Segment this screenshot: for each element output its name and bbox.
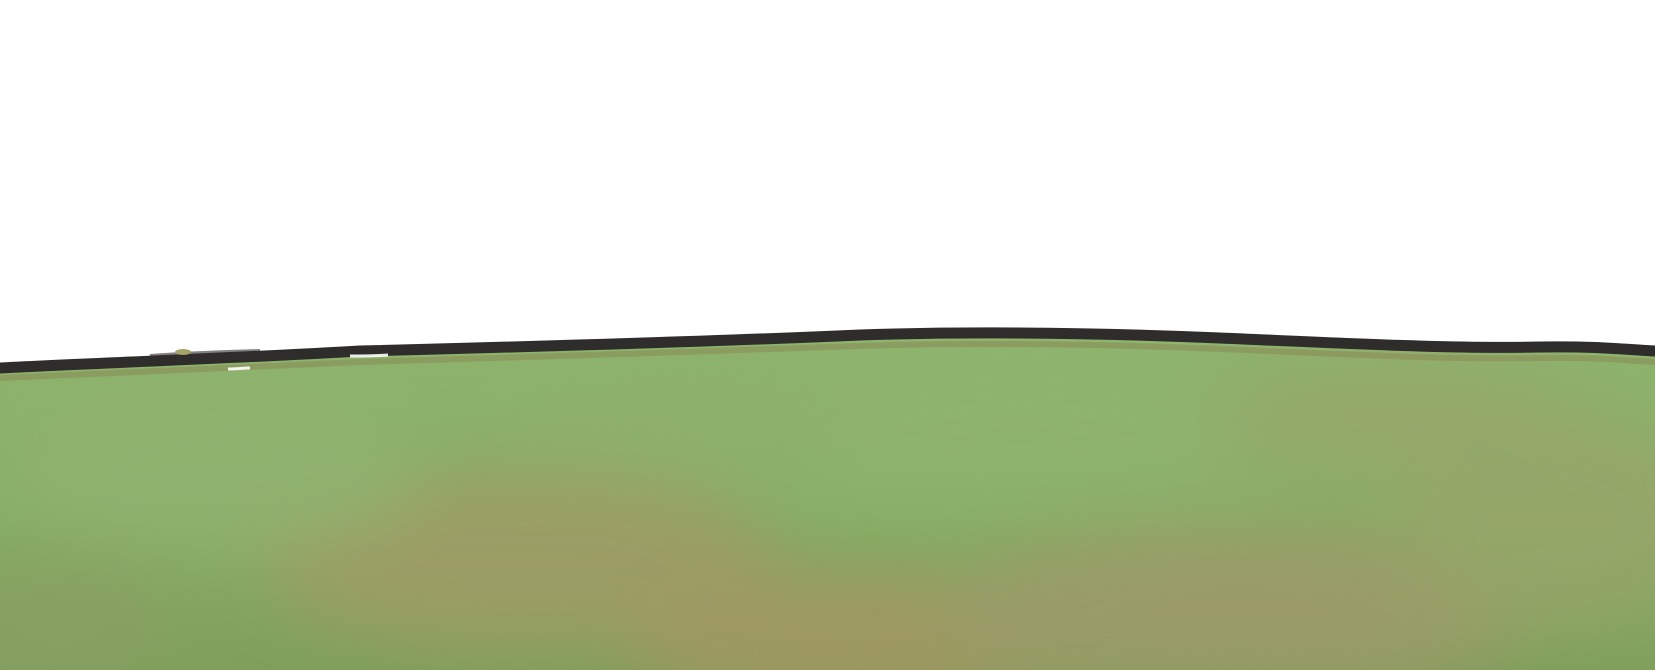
small-edge-blot xyxy=(175,349,191,355)
